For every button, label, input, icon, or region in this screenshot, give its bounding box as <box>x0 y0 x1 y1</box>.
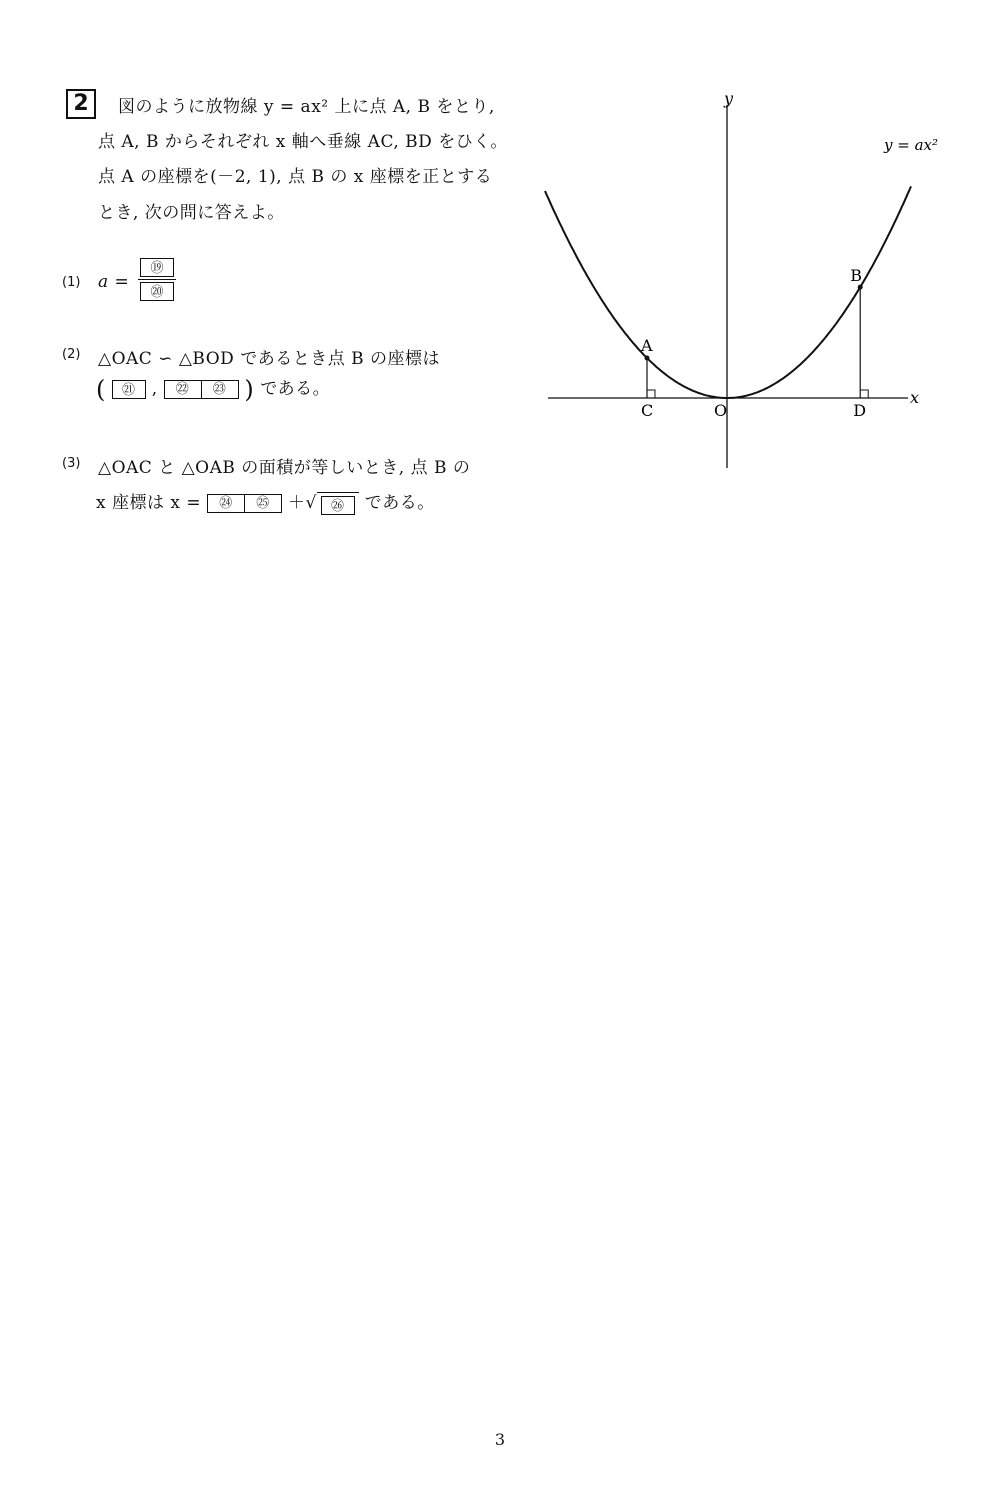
answer-box-22[interactable]: ㉒ <box>175 382 190 397</box>
open-paren: ( <box>96 375 106 404</box>
answer-box-21[interactable]: ㉑ <box>112 380 146 399</box>
label-A: A <box>641 336 653 355</box>
radical-sign: √ <box>305 493 317 513</box>
question-3-line-1: △OAC と △OAB の面積が等しいとき, 点 B の <box>98 458 471 478</box>
axis-y-label: y <box>724 89 734 108</box>
close-paren: ) <box>244 375 255 404</box>
label-D: D <box>853 401 867 420</box>
question-3-number: (3) <box>62 456 81 471</box>
question-2-line-1: △OAC ∽ △BOD であるとき点 B の座標は <box>98 349 440 369</box>
right-angle-mark-D <box>860 390 868 398</box>
question-3-tail: である。 <box>364 493 435 513</box>
question-1-lhs: a = <box>98 272 130 292</box>
label-O: O <box>714 401 728 420</box>
point-A-dot <box>645 356 650 361</box>
point-B-dot <box>858 285 863 290</box>
parabola-curve <box>545 186 911 398</box>
right-angle-mark-C <box>647 390 655 398</box>
plus-sign: ＋ <box>287 493 306 513</box>
problem-number: 2 <box>66 89 96 119</box>
curve-label: y = ax² <box>884 136 938 154</box>
answer-box-20[interactable]: ⑳ <box>140 282 174 301</box>
axis-x-label: x <box>910 388 920 407</box>
label-C: C <box>641 401 654 420</box>
comma: , <box>151 379 158 399</box>
question-3-prefix: x 座標は x = <box>96 493 202 513</box>
answer-box-26[interactable]: ㉖ <box>321 496 355 515</box>
answer-box-23[interactable]: ㉓ <box>201 381 238 398</box>
intro-line-3: 点 A の座標を(－2, 1), 点 B の x 座標を正とする <box>98 167 493 187</box>
question-2-tail: である。 <box>260 379 331 399</box>
question-1-number: (1) <box>62 275 81 290</box>
label-B: B <box>850 266 862 286</box>
intro-line-4: とき, 次の問に答えよ。 <box>98 203 285 223</box>
answer-box-24[interactable]: ㉔ <box>219 496 233 511</box>
intro-line-1: 図のように放物線 y = ax² 上に点 A, B をとり, <box>118 97 495 117</box>
answer-box-25[interactable]: ㉕ <box>244 495 281 512</box>
question-2-number: (2) <box>62 347 81 362</box>
parabola-figure <box>0 0 1000 540</box>
answer-box-19[interactable]: ⑲ <box>140 258 174 277</box>
page-number: 3 <box>494 1430 506 1449</box>
intro-line-2: 点 A, B からそれぞれ x 軸へ垂線 AC, BD をひく。 <box>98 132 508 152</box>
